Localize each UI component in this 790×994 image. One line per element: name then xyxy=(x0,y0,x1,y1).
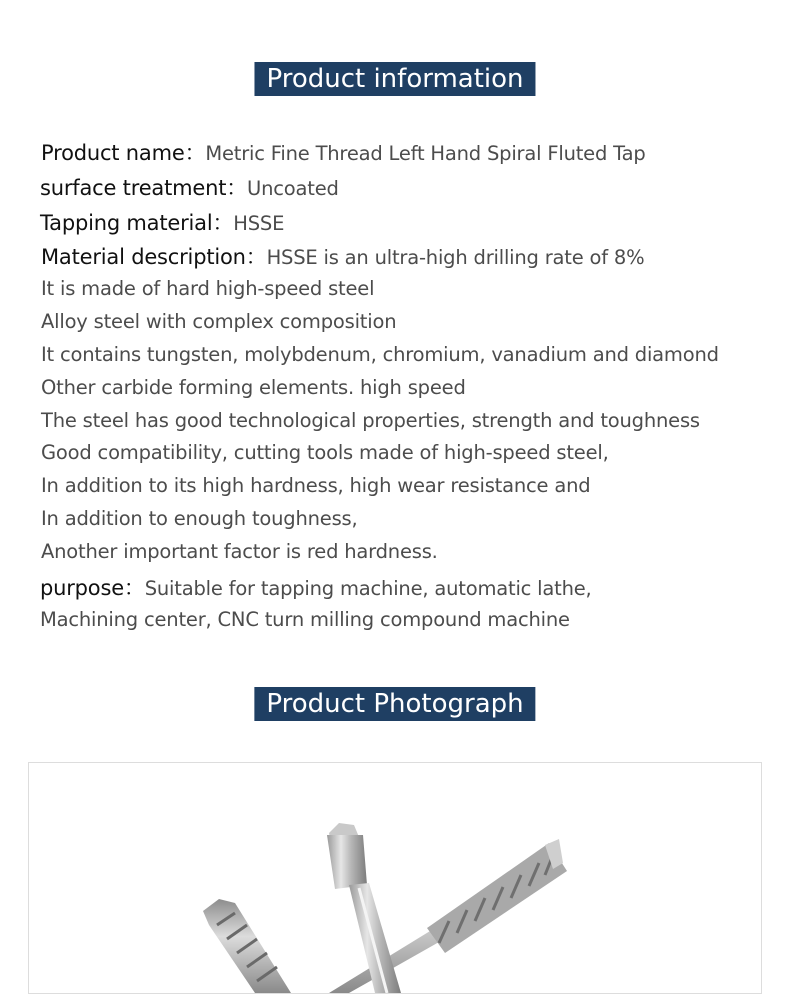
section-title-product-information: Product information xyxy=(254,62,535,96)
description-line: Other carbide forming elements. high speed xyxy=(41,376,466,399)
surface-treatment-value: Uncoated xyxy=(247,177,339,200)
purpose-value: Suitable for tapping machine, automatic lathe, xyxy=(144,577,592,600)
tapping-material-value: HSSE xyxy=(233,212,285,235)
product-name-value: Metric Fine Thread Left Hand Spiral Fluted Tap xyxy=(205,142,646,165)
center-tap xyxy=(327,823,401,993)
description-line: In addition to its high hardness, high wear resistance and xyxy=(41,474,591,497)
description-line: It contains tungsten, molybdenum, chromium, vanadium and diamond xyxy=(41,343,719,366)
material-description-label: Material description： xyxy=(41,245,267,269)
description-line: Good compatibility, cutting tools made of high-speed steel, xyxy=(41,441,609,464)
description-line: It is made of hard high-speed steel xyxy=(41,277,375,300)
purpose-line-2: Machining center, CNC turn milling compound machine xyxy=(40,608,570,631)
section-title-product-photograph: Product Photograph xyxy=(254,687,535,721)
description-line: The steel has good technological properties, strength and toughness xyxy=(41,409,700,432)
tapping-material-label: Tapping material： xyxy=(40,211,234,235)
product-name-row xyxy=(41,140,646,167)
material-description-row xyxy=(41,244,644,271)
description-line: Alloy steel with complex composition xyxy=(41,310,397,333)
material-description-value: HSSE is an ultra-high drilling rate of 8% xyxy=(266,246,645,269)
description-line: In addition to enough toughness, xyxy=(41,507,358,530)
surface-treatment-label: surface treatment： xyxy=(40,176,248,200)
tapping-material-row xyxy=(40,210,284,237)
description-line: Another important factor is red hardness. xyxy=(41,540,438,563)
spiral-fluted-taps-image xyxy=(29,763,761,993)
product-photo xyxy=(28,762,762,994)
purpose-label: purpose： xyxy=(40,576,145,600)
left-tap xyxy=(203,899,291,993)
surface-treatment-row xyxy=(40,175,339,202)
purpose-row xyxy=(40,575,592,602)
product-name-label: Product name： xyxy=(41,141,206,165)
